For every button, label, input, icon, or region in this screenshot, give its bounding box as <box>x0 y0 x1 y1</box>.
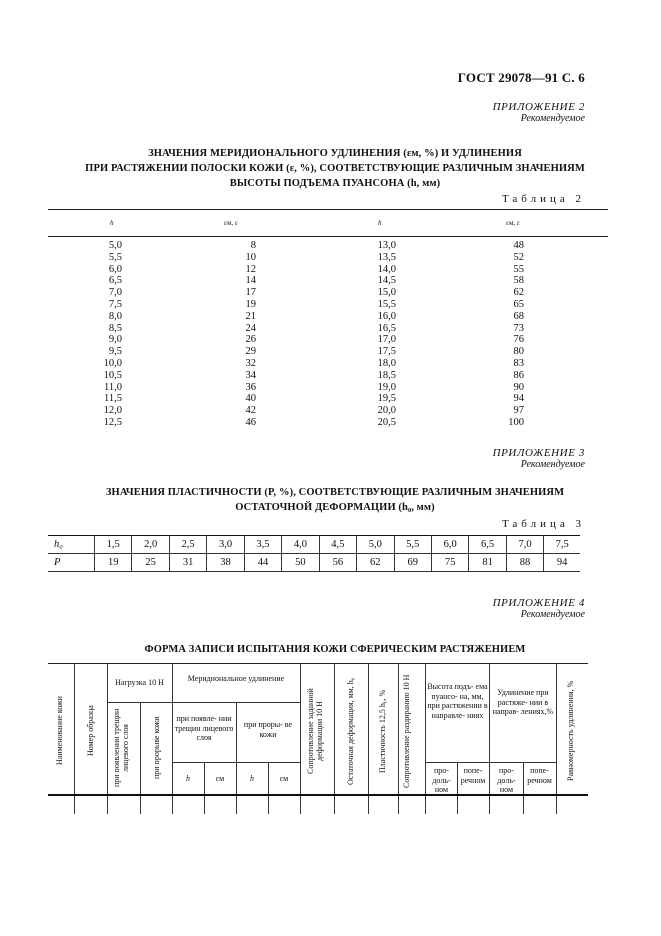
t3-p-cell: 62 <box>357 554 394 572</box>
t2-cell: 90 <box>513 381 524 393</box>
t2-cell: 5,5 <box>108 251 122 263</box>
t2-cell: 8,0 <box>108 310 122 322</box>
annex-3 <box>493 447 585 471</box>
t2-cell: 17,5 <box>377 346 396 358</box>
t3-p-cell: 44 <box>244 554 281 572</box>
t2-cell: 86 <box>513 369 524 381</box>
t2-cell: 73 <box>513 322 524 334</box>
form-col-number: Номер образца <box>86 705 95 757</box>
t2-cell: 12,5 <box>103 416 122 428</box>
t3-p-cell: 50 <box>282 554 319 572</box>
t3-p-cell: 25 <box>132 554 169 572</box>
t2-cell: 7,5 <box>108 298 122 310</box>
t2-cell: 52 <box>513 251 524 263</box>
form-col-resist: Сопротивление заданной деформации 10 Н <box>306 688 324 774</box>
t2-cell: 10,0 <box>103 357 122 369</box>
title-2-line-1: ЗНАЧЕНИЯ МЕРИДИОНАЛЬНОГО УДЛИНЕНИЯ (εм, %) И УДЛИНЕНИЯ <box>148 148 522 159</box>
t2-cell: 19,5 <box>377 393 396 405</box>
form-col-height-long: про- доль- ном <box>432 766 451 794</box>
table-2-header <box>48 210 608 237</box>
t2-cell: 80 <box>513 346 524 358</box>
t2-cell: 94 <box>513 393 524 405</box>
t3-h0-cell: 1,5 <box>95 536 132 554</box>
gost-header: ГОСТ 29078—91 С. 6 <box>457 70 585 85</box>
table-3-label: Таблица 3 <box>501 518 585 530</box>
title-2-line-3: ВЫСОТЫ ПОДЪЕМА ПУАНСОНА (h, мм) <box>229 178 441 189</box>
t3-p-cell: 75 <box>431 554 468 572</box>
t2-cell: 58 <box>513 275 524 287</box>
form-col-merid-tear: при проры- ве кожи <box>243 720 293 739</box>
form-col-elong-long: про- доль- ном <box>497 766 516 794</box>
t2-col-e2 <box>504 240 524 429</box>
t2-cell: 13,0 <box>377 240 396 251</box>
table-3 <box>48 535 580 572</box>
t2-cell: 12,0 <box>103 405 122 417</box>
t2-cell: 11,5 <box>104 393 122 405</box>
form-col-height: Высота подъ- ема пуансо- на, мм, при растяжении в направле- ниях <box>427 682 488 720</box>
t2-cell: 9,5 <box>108 346 122 358</box>
t2-cell: 14 <box>245 275 256 287</box>
t2-cell: 76 <box>513 334 524 346</box>
form-col-uniform: Равномерность удлинения, % <box>566 680 575 782</box>
t2-cell: 17,0 <box>377 334 396 346</box>
t2-header-e1: εм, ε <box>224 219 238 227</box>
t3-h0-cell: 2,0 <box>132 536 169 554</box>
t2-cell: 17 <box>245 287 256 299</box>
t2-cell: 20,0 <box>377 405 396 417</box>
form-col-load-tear: при прорыве кожи <box>152 716 161 780</box>
t3-p-cell: 56 <box>319 554 356 572</box>
t2-cell: 14,0 <box>377 263 396 275</box>
t2-cell: 24 <box>245 322 256 334</box>
form-col-plastic: Пластичность 12,5 h₀, % <box>378 689 387 773</box>
t3-p-cell: 88 <box>506 554 543 572</box>
table-3-title <box>40 485 630 515</box>
form-col-elong: Удлинение при растяже- нии в направ- лениях,% <box>492 688 554 716</box>
form-col-load-crack: при появлении трещин лицевого слоя <box>112 708 130 788</box>
t2-cell: 40 <box>245 393 256 405</box>
t2-col-h2 <box>366 240 396 429</box>
t3-h0-cell: 7,5 <box>544 536 580 554</box>
t2-cell: 9,0 <box>108 334 122 346</box>
form-title: ФОРМА ЗАПИСИ ИСПЫТАНИЯ КОЖИ СФЕРИЧЕСКИМ РАСТЯЖЕНИЕМ <box>144 644 526 655</box>
form-col-em1: εм <box>215 774 225 783</box>
t2-cell: 10,5 <box>103 369 122 381</box>
form-col-h2: h <box>250 774 254 783</box>
t3-p-cell: 31 <box>169 554 206 572</box>
t2-cell: 83 <box>513 357 524 369</box>
t3-h0-cell: 3,5 <box>244 536 281 554</box>
t2-cell: 32 <box>245 357 256 369</box>
t3-h0-cell: 3,0 <box>207 536 244 554</box>
t3-p-label: P <box>48 554 95 572</box>
t2-header-h1: h <box>110 219 114 227</box>
annex-4 <box>493 597 585 621</box>
t2-cell: 10 <box>245 251 256 263</box>
t2-cell: 29 <box>245 346 256 358</box>
t2-cell: 6,0 <box>108 263 122 275</box>
t2-cell: 15,5 <box>377 298 396 310</box>
annex-2-label: ПРИЛОЖЕНИЕ 2 <box>492 101 585 113</box>
form-col-residual: Остаточная деформация, мм, h₀ <box>346 677 355 785</box>
annex-4-status: Рекомендуемое <box>520 609 585 620</box>
table-2-label: Таблица 2 <box>501 193 585 205</box>
table-2-title <box>40 146 630 191</box>
title-2-line-2: ПРИ РАСТЯЖЕНИИ ПОЛОСКИ КОЖИ (ε, %), СООТВЕТСТВУЮЩИЕ РАЗЛИЧНЫМ ЗНАЧЕНИЯМ <box>85 163 585 174</box>
t3-p-cell: 19 <box>95 554 132 572</box>
form-col-load: Нагрузка 10 Н <box>115 678 164 687</box>
t2-cell: 46 <box>245 416 256 428</box>
form-col-height-cross: попе- речном <box>460 766 486 785</box>
title-3-line-1: ЗНАЧЕНИЯ ПЛАСТИЧНОСТИ (P, %), СООТВЕТСТВУЮЩИЕ РАЗЛИЧНЫМ ЗНАЧЕНИЯМ <box>105 487 565 498</box>
t2-col-h1 <box>92 240 122 429</box>
t3-h0-cell: 4,0 <box>282 536 319 554</box>
t2-cell: 8 <box>250 240 256 251</box>
table-3-row-p <box>48 554 580 572</box>
t3-h0-cell: 5,5 <box>394 536 431 554</box>
t3-h0-cell: 6,0 <box>431 536 468 554</box>
t2-cell: 16,5 <box>377 322 396 334</box>
t2-cell: 12 <box>245 263 256 275</box>
t2-cell: 55 <box>513 263 524 275</box>
t2-cell: 48 <box>513 240 524 251</box>
t2-cell: 18,5 <box>377 369 396 381</box>
t2-cell: 65 <box>513 298 524 310</box>
t3-p-cell: 38 <box>207 554 244 572</box>
t2-header-h2: h <box>378 219 382 227</box>
t2-cell: 7,0 <box>108 287 122 299</box>
t2-cell: 13,5 <box>377 251 396 263</box>
annex-2 <box>493 101 585 125</box>
t2-cell: 20,5 <box>377 416 396 428</box>
t2-cell: 15,0 <box>377 287 396 299</box>
t3-h0-label: h₀ <box>48 536 95 554</box>
t3-h0-cell: 2,5 <box>169 536 206 554</box>
annex-3-status: Рекомендуемое <box>520 459 585 470</box>
annex-2-status: Рекомендуемое <box>520 113 585 124</box>
t2-cell: 6,5 <box>108 275 122 287</box>
t2-cell: 42 <box>245 405 256 417</box>
t3-p-cell: 94 <box>544 554 580 572</box>
table-2-header-rule <box>48 236 608 237</box>
t2-cell: 11,0 <box>104 381 122 393</box>
t2-cell: 97 <box>513 405 524 417</box>
t2-cell: 19 <box>245 298 256 310</box>
t3-h0-cell: 7,0 <box>506 536 543 554</box>
table-3-row-h0 <box>48 536 580 554</box>
t3-h0-cell: 5,0 <box>357 536 394 554</box>
t2-cell: 34 <box>245 369 256 381</box>
t2-col-e1 <box>240 240 256 429</box>
t2-cell: 19,0 <box>377 381 396 393</box>
t3-h0-cell: 6,5 <box>469 536 506 554</box>
form-col-name: Наименование кожи <box>55 696 64 766</box>
t2-cell: 62 <box>513 287 524 299</box>
title-3-line-2: ОСТАТОЧНОЙ ДЕФОРМАЦИИ (h₀, мм) <box>235 502 435 513</box>
t2-cell: 8,5 <box>108 322 122 334</box>
t2-cell: 16,0 <box>377 310 396 322</box>
t2-cell: 100 <box>508 416 524 428</box>
test-record-form <box>48 663 588 814</box>
t2-header-e2: εм, ε <box>506 219 520 227</box>
t2-cell: 68 <box>513 310 524 322</box>
t3-p-cell: 69 <box>394 554 431 572</box>
form-col-merid-crack: при появле- нии трещин лицевого слоя <box>174 714 234 742</box>
annex-4-label: ПРИЛОЖЕНИЕ 4 <box>492 597 585 609</box>
form-col-merid: Меридиональное удлинение <box>187 674 285 683</box>
annex-3-label: ПРИЛОЖЕНИЕ 3 <box>492 447 585 459</box>
form-col-elong-cross: попе- речном <box>527 766 552 785</box>
t2-cell: 36 <box>245 381 256 393</box>
t3-p-cell: 81 <box>469 554 506 572</box>
t2-cell: 21 <box>245 310 256 322</box>
t2-cell: 26 <box>245 334 256 346</box>
t3-h0-cell: 4,5 <box>319 536 356 554</box>
form-col-em2: εм <box>279 774 289 783</box>
t2-cell: 5,0 <box>108 240 122 251</box>
t2-cell: 18,0 <box>377 357 396 369</box>
t2-cell: 14,5 <box>377 275 396 287</box>
form-col-tear-resist: Сопротивление раздиранию 10 Н <box>402 674 411 788</box>
form-col-h1: h <box>186 774 190 783</box>
